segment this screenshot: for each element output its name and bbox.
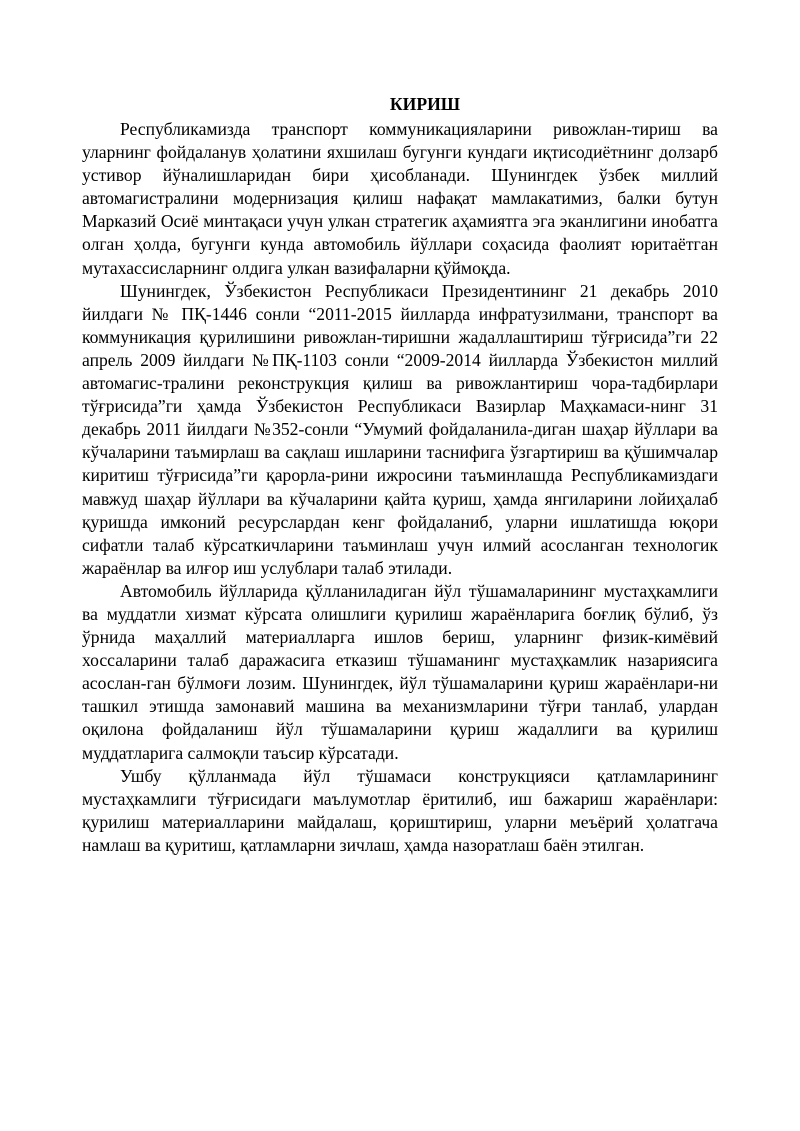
paragraph-1: Республикамизда транспорт коммуникацияларини ривожлан-тириш ва уларнинг фойдаланув ҳолатини яхшилаш бугунги кундаги иқтисодиётнинг долзарб устивор йўналишларидан бири ҳисобланади. Шунингдек ўзбек миллий автомагистралини модернизация қилиш нафақат мамлакатимиз, балки бутун Марказий Осиё минтақаси учун улкан стратегик аҳамиятга эга эканлигини инобатга олган ҳолда, бугунги кунда автомобиль йўллари соҳасида фаолият юритаётган мутахассисларнинг олдига улкан вазифаларни қўймоқда. — [82, 119, 718, 278]
paragraph-2: Шунингдек, Ўзбекистон Республикаси Президентининг 21 декабрь 2010 йилдаги № ПҚ-1446 сонли “2011-2015 йилларда инфратузилмани, транспорт ва коммуникация қурилишини ривожлан-тиришни жадаллаштириш тўғрисида”ги 22 апрель 2009 йилдаги №ПҚ-1103 сонли “2009-2014 йилларда Ўзбекистон миллий автомагис-тралини реконструкция қилиш ва ривожлантириш чора-тадбирлари тўғрисида”ги ҳамда Ўзбекистон Республикаси Вазирлар Маҳкамаси-нинг 31 декабрь 2011 йилдаги №352-сонли “Умумий фойдаланила-диган шаҳар йўллари ва кўчаларини таъмирлаш ва сақлаш ишларини таснифига ўзгартириш ва қўшимчалар киритиш тўғрисида”ги қарорла-рини ижросини таъминлашда Республикамиздаги мавжуд шаҳар йўллари ва кўчаларини қайта қуриш, ҳамда янгиларини лойиҳалаб қуришда имконий ресурслардан кенг фойдаланиб, уларни ишлатишда юқори сифатли талаб кўрсаткичларини таъминлаш учун илмий асосланган технологик жараёнлар ва илғор иш услублари талаб этилади. — [82, 280, 718, 578]
paragraph-4: Ушбу қўлланмада йўл тўшамаси конструкцияси қатламларининг мустаҳкамлиги тўғрисидаги маълумотлар ёритилиб, иш бажариш жараёнлари: қурилиш материалларини майдалаш, қориштириш, уларни меъёрий ҳолатгача намлаш ва қуритиш, қатламларни зичлаш, ҳамда назоратлаш баён этилган. — [82, 765, 718, 855]
document-page — [82, 93, 718, 857]
section-title: КИРИШ — [389, 94, 461, 114]
paragraph-3: Автомобиль йўлларида қўлланиладиган йўл тўшамаларининг мустаҳкамлиги ва муддатли хизмат кўрсата олишлиги қурилиш жараёнларига боғлиқ бўлиб, ўз ўрнида маҳаллий материалларга ишлов бериш, уларнинг физик-кимёвий хоссаларини талаб даражасига етказиш тўшаманинг мустаҳкамлик назариясига асослан-ган бўлмоғи лозим. Шунингдек, йўл тўшамаларини қуриш жараёнлари-ни ташкил этишда замонавий машина ва механизмларини тўғри танлаб, улардан оқилона фойдаланиш йўл тўшамаларини қуриш жадаллиги ва қурилиш муддатларига салмоқли таъсир кўрсатади. — [82, 580, 718, 763]
